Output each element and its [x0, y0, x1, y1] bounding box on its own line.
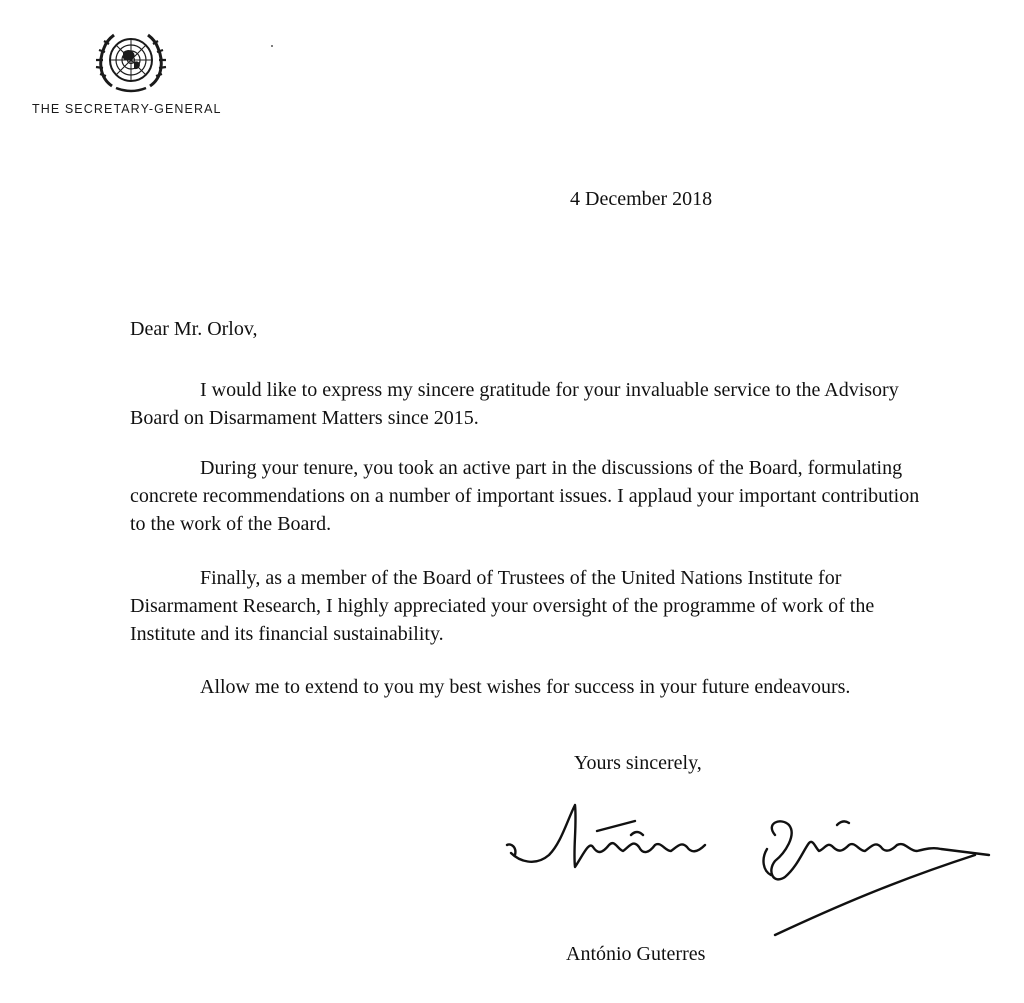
body-paragraph: I would like to express my sincere gratitude for your invaluable service to the Advisory Board on Disarmament Matters since 2015.	[130, 379, 899, 429]
letterhead-title: THE SECRETARY-GENERAL	[32, 102, 222, 116]
body-paragraph: Finally, as a member of the Board of Trustees of the United Nations Institute for Disarmament Research, I highly appreciated your oversight of the programme of work of the Institute and its financial sustainability.	[130, 567, 875, 645]
letter-date: 4 December 2018	[570, 188, 713, 210]
scan-speck	[271, 45, 273, 47]
closing: Yours sincerely,	[574, 752, 702, 774]
body-paragraph: During your tenure, you took an active part in the discussions of the Board, formulating concrete recommendations on a number of important issues. I applaud your important contribution to the work of the Board.	[130, 457, 920, 535]
signatory-name: António Guterres	[566, 943, 706, 965]
handwritten-signature-icon	[505, 795, 995, 945]
salutation: Dear Mr. Orlov,	[130, 318, 258, 340]
un-emblem-icon	[92, 28, 170, 96]
body-paragraph: Allow me to extend to you my best wishes for success in your future endeavours.	[200, 676, 851, 698]
